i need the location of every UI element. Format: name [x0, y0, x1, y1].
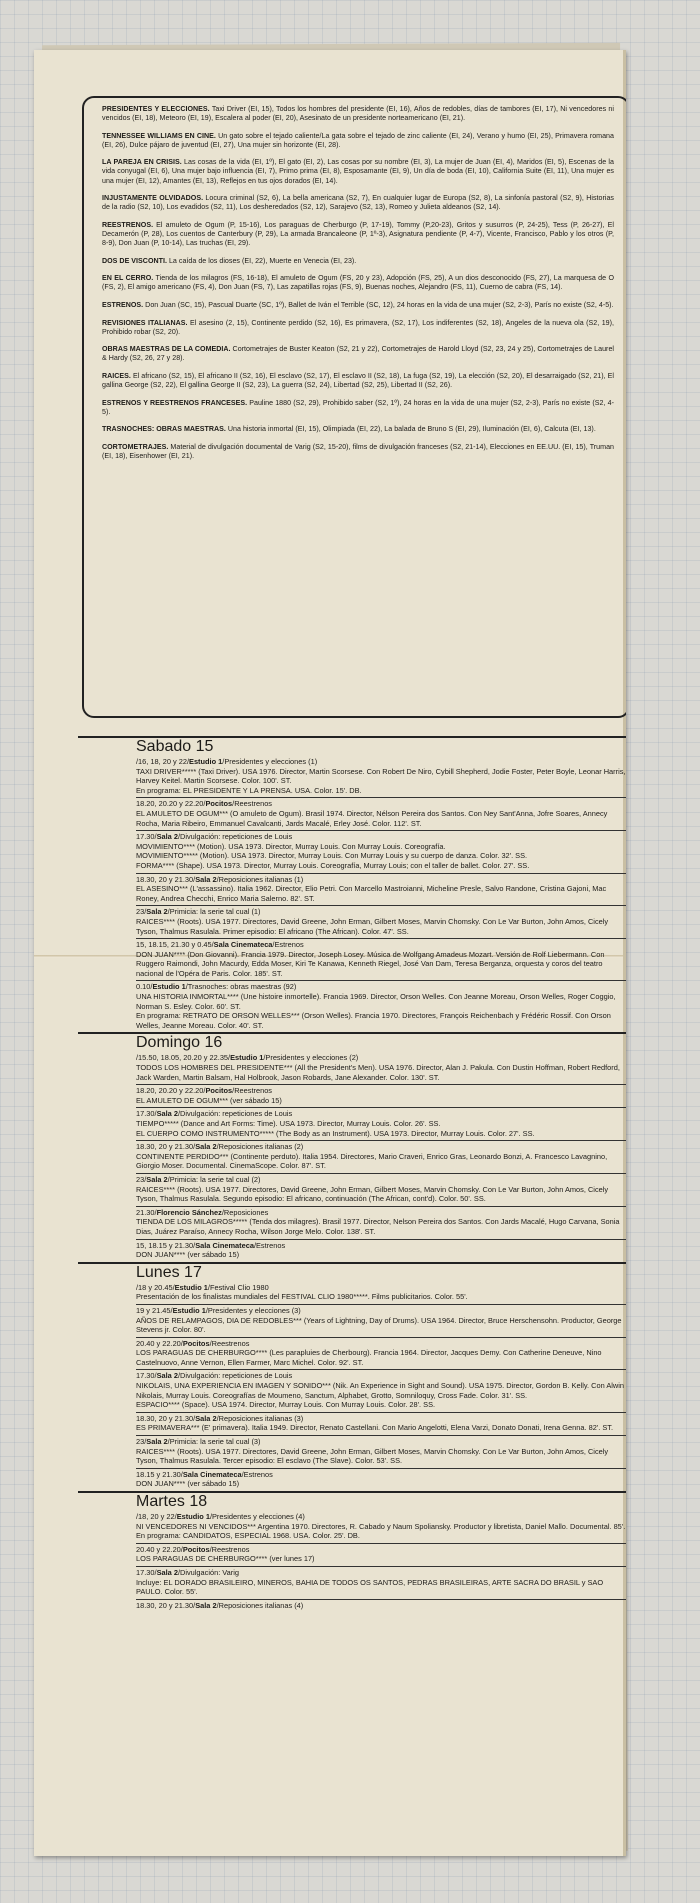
film-description: En programa: EL PRESIDENTE Y LA PRENSA. USA. Color. 15'. DB. [136, 785, 362, 795]
screening-header [136, 1283, 626, 1293]
screening-times: 23/ [136, 907, 147, 917]
screening-header [136, 1512, 626, 1522]
screening-header [136, 1109, 626, 1119]
screening-venue: Sala 2 [195, 1413, 217, 1423]
screening-entry [136, 1469, 626, 1491]
day-block [78, 1262, 626, 1491]
series-summary-box [82, 96, 626, 718]
screening-venue: Estudio 1 [230, 1053, 264, 1063]
screening-entry [136, 1141, 626, 1174]
screening-series: /Divulgación: Varig [177, 1567, 240, 1577]
series-paragraph [102, 399, 614, 417]
screening-times: /18, 20 y 22/ [136, 1512, 177, 1521]
screening-entry [136, 831, 626, 873]
film-description: En programa: RETRATO DE ORSON WELLES*** (Orson Welles). Francia 1970. Directores, François Reichenbach y Frédéric Rossif. Con Orson Welles, Jeanne Moreau. Color. 40'. ST. [136, 1011, 611, 1030]
film-description: TIENDA DE LOS MILAGROS***** (Tenda dos milagres). Brasil 1977. Director, Nelson Pereira dos Santos. Con Jards Macalé, Hugo Carvana, Sonia Dias, Juárez Paraíso, Annecy Rocha, Wilson Jorge Melo. Color. 138'. ST. [136, 1217, 620, 1236]
screening-header [136, 1142, 626, 1152]
screening-entry [136, 1305, 626, 1338]
film-description: LOS PARAGUAS DE CHERBURGO**** (Les parapluies de Cherbourg). Francia 1964. Director, Jacques Demy. Con Catherine Deneuve, Nino Castelnuovo, Anne Vernon, Ellen Farmer, Marc Michel. Color. 92'. ST. [136, 1348, 602, 1367]
screening-times: 18.30, 20 y 21.30/ [136, 1600, 196, 1610]
screening-times: 0.10/ [136, 982, 153, 992]
screening-venue: Sala Cinemateca [195, 1240, 254, 1250]
series-title: REESTRENOS. [102, 220, 154, 229]
screening-header [136, 982, 626, 992]
series-paragraph [102, 194, 614, 212]
screening-venue: Estudio 1 [172, 1305, 206, 1315]
series-text: Una historia inmortal (EI, 15), Olimpiada (EI, 22), La balada de Bruno S (EI, 29), Iluminación (EI, 6), Calcuta (EI, 13). [225, 425, 596, 434]
screening-header [136, 832, 626, 842]
screening-times: 18.30, 20 y 21.30/ [136, 1413, 196, 1423]
screening-times: 23/ [136, 1174, 147, 1184]
screening-series: /Estrenos [241, 1469, 273, 1479]
screening-venue: Sala 2 [156, 1109, 178, 1119]
day-block [78, 736, 626, 1032]
screening-times: 17.30/ [136, 1109, 157, 1119]
screening-venue: Estudio 1 [174, 1282, 208, 1292]
series-text: Tienda de los milagros (FS, 16-18), El amuleto de Ogum (FS, 20 y 23), Adopción (FS, 25), A un dios desconocido (FS, 27), La marquesa de O (FS, 2), El amigo americano (FS, 4), Don Juan (FS, 7), Las zapatillas rojas (FS, 9), Buenas noches, Alejandro (FS, 11), Cuerno de cabra (FS, 14). [102, 274, 614, 292]
screening-header [136, 907, 626, 917]
screening-entry [136, 1085, 626, 1108]
screening-venue: Sala Cinemateca [182, 1469, 242, 1479]
screening-header [136, 1241, 626, 1251]
screening-venue: Pocitos [182, 1544, 210, 1554]
screening-times: 18.30, 20 y 21.30/ [136, 874, 196, 884]
film-description: EL CUERPO COMO INSTRUMENTO***** (The Body as an Instrument). USA 1973. Director, Murray Louis. Color. 27'. SS. [136, 1128, 535, 1138]
series-paragraph [102, 372, 614, 390]
day-label: Sabado 15 [136, 738, 214, 755]
day-label: Martes 18 [136, 1493, 208, 1510]
series-paragraph [102, 319, 614, 337]
series-title: OBRAS MAESTRAS DE LA COMEDIA. [102, 345, 231, 354]
screening-series: /Estrenos [253, 1240, 286, 1250]
screening-entry [136, 1282, 626, 1305]
series-title: ESTRENOS Y REESTRENOS FRANCESES. [102, 398, 248, 407]
film-description: TIEMPO***** (Dance and Art Forms: Time). USA 1973. Director, Murray Louis. Color. 26'. SS. [136, 1119, 441, 1128]
screening-venue: Sala 2 [146, 1174, 168, 1184]
film-description: CONTINENTE PERDIDO*** (Continente perduto). Italia 1954. Directores, Mario Craveri, Enrico Gras, Leonardo Bonzi, A. Francesco Lavagnino, Giorgio Moser. Documental. CinemaScope. Color. 87'. ST. [136, 1151, 608, 1171]
screening-header [136, 1371, 626, 1381]
screening-header [136, 1437, 626, 1447]
screening-venue: Pocitos [182, 1338, 210, 1348]
screening-header [136, 1568, 626, 1578]
series-paragraph [102, 105, 614, 123]
series-paragraph [102, 301, 614, 310]
series-paragraph [102, 132, 614, 150]
screening-times: 15, 18.15 y 21.30/ [136, 1240, 196, 1250]
screening-times: 19 y 21.45/ [136, 1305, 173, 1315]
screening-entry [136, 1052, 626, 1085]
screening-entry [136, 939, 626, 981]
film-description: NI VENCEDORES NI VENCIDOS*** Argentina 1970. Directores, R. Cabado y Naum Spoliansky. Productor y libretista, Daniel Mallo. Documental. 85'. [136, 1521, 626, 1531]
film-description: AÑOS DE RELAMPAGOS, DIA DE REDOBLES*** (Years of Lightning, Day of Drums). USA 1964. Director, Bruce Herschensohn. Productor, George Stevens jr. Color. 80'. [136, 1315, 622, 1335]
series-paragraph [102, 274, 614, 292]
screening-entry [136, 1600, 626, 1613]
screening-venue: Sala 2 [156, 1371, 178, 1381]
screening-series: /Reestrenos [209, 1338, 250, 1348]
film-description: TAXI DRIVER***** (Taxi Driver). USA 1976. Director, Martin Scorsese. Con Robert De Niro, Cybill Shepherd, Jodie Foster, Peter Boyle, Leonar Harris, Harvey Keitel. Martin Scorsese. Color. 100'. ST. [136, 766, 626, 786]
series-text: Las cosas de la vida (EI, 1º), El gato (EI, 2), Las cosas por su nombre (EI, 3), La mujer de Juan (EI, 4), Maridos (EI, 5), Escenas de la vida conyugal (EI, 6), Una mujer bajo influencia (EI, 7), Primo prima (EI, 8), Esposamante (EI, 9), Un día de boda (EI, 10), California Suite (EI, 11), Una mujer es una mujer (EI, 12), Amantes (EI, 13), Reflejos en tus ojos dorados (EI, 14). [102, 158, 614, 185]
series-title: CORTOMETRAJES. [102, 442, 169, 451]
screening-header [136, 1208, 626, 1218]
series-text: Don Juan (SC, 15), Pascual Duarte (SC, 1º), Ballet de Iván el Terrible (SC, 12), 24 horas en la vida de una mujer (S2, 2-3), París no existe (S2, 4-5). [143, 300, 614, 309]
film-description: EL ASESINO*** (L'assassino). Italia 1962. Director, Elio Petri. Con Marcello Mastroianni, Micheline Presle, Salvo Randone, Cristina Gajoni, Mac Roney, Andrea Checchi, Enrico Maria Salerno. 82'. ST. [136, 884, 607, 903]
film-description: Incluye: EL DORADO BRASILEIRO, MINEROS, BAHIA DE TODOS OS SANTOS, PEDRAS BRASILEIRAS, ARTE SACRA DO BRASIL y SAO PAULO. Color. 55'. [136, 1577, 604, 1597]
screening-entry [136, 1108, 626, 1141]
film-description: RAICES**** (Roots). USA 1977. Directores, David Greene, John Erman, Gilbert Moses, Marvin Chomsky. Con Le Var Burton, John Amos, Cicely Tyson, Thalmus Rasulala. Segundo episodio: El africano, continuación (The African, cont'd). Color. 50'. SS. [136, 1184, 609, 1204]
screening-header [136, 757, 626, 767]
screening-series: /Primicia: la serie tal cual (3) [167, 1437, 261, 1447]
film-description: ESPACIO**** (Space). USA 1974. Director, Murray Louis. Con Murray Louis. Color. 28'. SS. [136, 1400, 436, 1410]
series-title: ESTRENOS. [102, 300, 144, 309]
series-paragraph [102, 257, 614, 266]
day-block [78, 1491, 626, 1612]
screening-entry [136, 1544, 626, 1567]
screening-times: /16, 18, 20 y 22/ [136, 757, 190, 766]
screening-times: 18.15 y 21.30/ [136, 1469, 183, 1479]
screening-venue: Estudio 1 [189, 757, 223, 766]
series-paragraph [102, 221, 614, 248]
screening-entry [136, 874, 626, 907]
screening-series: /Reestrenos [209, 1544, 250, 1554]
screening-series: /Reestrenos [232, 1086, 273, 1096]
screening-times: 18.30, 20 y 21.30/ [136, 1142, 196, 1152]
screening-entry [136, 1370, 626, 1412]
screening-entry [136, 1338, 626, 1371]
screening-venue: Sala 2 [156, 832, 178, 842]
screening-venue: Sala 2 [195, 1600, 217, 1610]
screening-header [136, 799, 626, 809]
series-title: LA PAREJA EN CRISIS. [102, 158, 182, 167]
screening-series: /Trasnoches: obras maestras (92) [185, 982, 297, 992]
screening-header [136, 1306, 626, 1316]
series-title: INJUSTAMENTE OLVIDADOS. [102, 194, 204, 203]
series-title: REVISIONES ITALIANAS. [102, 318, 188, 327]
screening-venue: Sala 2 [146, 1437, 168, 1447]
day-label: Domingo 16 [136, 1034, 223, 1052]
screening-header [136, 1086, 626, 1096]
film-description: Presentación de los finalistas mundiales del FESTIVAL CLIO 1980*****. Films publicitarios. Color. 55'. [136, 1292, 468, 1302]
film-description: DON JUAN**** (ver sábado 15) [136, 1250, 240, 1260]
series-paragraph [102, 158, 614, 185]
film-description: MOVIMIENTO**** (Motion). USA 1973. Director, Murray Louis. Con Murray Louis. Coreografía. [136, 841, 446, 851]
series-title: TRASNOCHES: OBRAS MAESTRAS. [102, 425, 226, 434]
screening-header [136, 875, 626, 885]
screening-venue: Sala 2 [146, 907, 168, 917]
series-text: Pauline 1880 (S2, 29), Prohibido saber (S2, 1º), 24 horas en la vida de una mujer (S2, 2-3), París no existe (S2, 4-5). [102, 398, 614, 416]
film-description: UNA HISTORIA INMORTAL**** (Une histoire inmortelle). Francia 1969. Director, Orson Welles. Con Jeanne Moreau, Orson Welles, Roger Coggio, Norman S. Esley. Color. 60'. ST. [136, 992, 616, 1011]
series-title: DOS DE VISCONTI. [102, 256, 167, 265]
series-text: Cortometrajes de Buster Keaton (S2, 21 y 22), Cortometrajes de Harold Lloyd (S2, 23, 24 y 25), Cortometrajes de Laurel & Hardy (S2, 26, 27 y 28). [102, 345, 615, 363]
screening-times: 23/ [136, 1437, 147, 1447]
screening-times: /15.50, 18.05, 20.20 y 22.35/ [136, 1053, 231, 1063]
screening-series: /Presidentes y elecciones (1) [222, 757, 318, 766]
film-description: FORMA**** (Shape). USA 1973. Director, Murray Louis. Coreografía, Murray Louis; con el taller de ballet. Color. 27'. SS. [136, 860, 530, 870]
day-label: Lunes 17 [136, 1263, 202, 1281]
film-description: En programa: CANDIDATOS, ESPECIAL 1968. USA. Color. 25'. DB. [136, 1531, 360, 1541]
screening-venue: Sala Cinemateca [213, 940, 273, 950]
series-text: La caída de los dioses (EI, 22), Muerte en Venecia (EI, 23). [166, 256, 357, 265]
screening-entry [136, 756, 626, 798]
screening-venue: Estudio 1 [176, 1512, 210, 1521]
screening-times: 15, 18.15, 21.30 y 0.45/ [136, 940, 214, 950]
series-text: Material de divulgación documental de Varig (S2, 15-20), films de divulgación franceses (S2, 21-14), Elecciones en EE.UU. (EI, 15), Truman (EI, 18), Eisenhower (EI, 21). [102, 442, 614, 460]
screening-series: /Divulgación: repeticiones de Louis [177, 1371, 293, 1381]
film-description: TODOS LOS HOMBRES DEL PRESIDENTE*** (All the President's Men). USA 1976. Director, Alan J. Pakula. Con Dustin Hoffman, Robert Redford, Jack Warden, Martin Balsam, Hal Holbrook, Jason Robards, Jane Alexander. Color. 130'. ST. [136, 1063, 620, 1082]
screening-times: 21.30/ [136, 1207, 157, 1217]
series-title: TENNESSEE WILLIAMS EN CINE. [102, 131, 216, 140]
screening-times: 20.40 y 22.20/ [136, 1338, 183, 1348]
screening-series: /Estrenos [272, 940, 304, 950]
screening-entry [136, 1240, 626, 1262]
screening-entry [136, 1207, 626, 1240]
screening-times: 17.30/ [136, 1371, 157, 1381]
day-block [78, 1032, 626, 1261]
series-title: EN EL CERRO. [102, 274, 154, 283]
screening-series: /Reposiciones italianas (2) [216, 1142, 304, 1152]
screening-series: /Reposiciones [221, 1207, 269, 1217]
screening-entry [136, 1511, 626, 1544]
screening-entry [136, 1436, 626, 1469]
screening-entry [136, 1567, 626, 1600]
screening-series: /Reestrenos [232, 799, 273, 809]
screening-times: 17.30/ [136, 1567, 157, 1577]
screening-venue: Pocitos [205, 1086, 233, 1096]
series-text: Un gato sobre el tejado caliente/La gata sobre el tejado de zinc caliente (EI, 24), Verano y humo (EI, 25), Primavera romana (EI, 26), Dulce pájaro de juventud (EI, 27), Una mujer sin horizonte (EI, 28). [102, 131, 614, 149]
screening-series: /Reposiciones italianas (4) [216, 1600, 304, 1610]
series-paragraph [102, 425, 614, 434]
screening-entry [136, 798, 626, 831]
film-description: RAICES**** (Roots). USA 1977. Directores, David Greene, John Erman, Gilbert Moses, Marvin Chomsky. Con Le Var Burton, John Amos, Cicely Tyson, Thalmus Rasulala. Tercer episodio: El esclavo (The Slave). Color. 53'. SS. [136, 1446, 609, 1466]
screening-series: /Reposiciones italianas (1) [216, 874, 304, 884]
screening-times: 18.20, 20.20 y 22.20/ [136, 1086, 206, 1096]
screening-times: 17.30/ [136, 832, 157, 842]
screening-venue: Pocitos [205, 799, 233, 809]
film-description: LOS PARAGUAS DE CHERBURGO**** (ver lunes 17) [136, 1554, 315, 1564]
series-paragraph [102, 345, 614, 363]
screening-series: /Presidentes y elecciones (3) [205, 1305, 301, 1315]
series-title: RAICES. [102, 371, 131, 380]
series-text: Taxi Driver (EI, 15), Todos los hombres del presidente (EI, 16), Años de redobles, días de tambores (EI, 17), Ni vencedores ni vencidos (EI, 18), Meteoro (EI, 19), Escalera al poder (EI, 20), Asesinato de un presidente norteamericano (EI, 21). [102, 105, 614, 123]
series-title: PRESIDENTES Y ELECCIONES. [102, 105, 210, 113]
film-description: MOVIMIENTO***** (Motion). USA 1973. Director, Murray Louis. Con Murray Louis y su cuerpo de danza. Color. 32'. SS. [136, 851, 528, 861]
screening-times: 20.40 y 22.20/ [136, 1544, 183, 1554]
program-page [34, 50, 626, 1856]
screening-series: /Divulgación: repeticiones de Louis [177, 832, 293, 842]
film-description: DON JUAN**** (ver sábado 15) [136, 1479, 240, 1489]
screening-venue: Sala 2 [195, 1142, 217, 1152]
screening-venue: Sala 2 [195, 874, 217, 884]
film-description: ES PRIMAVERA*** (E' primavera). Italia 1949. Director, Renato Castellani. Con Mario Angelotti, Elena Varzi, Donato Donati, Irena Genna. 82'. ST. [136, 1423, 614, 1433]
series-text: El africano (S2, 15), El africano II (S2, 16), El esclavo (S2, 17), El esclavo II (S2, 18), La fuga (S2, 19), La elección (S2, 20), El desarraigado (S2, 21), El gallina George (S2, 22), El gallina George II (S2, 23), La guerra (S2, 24), Libertad (S2, 25), Libertad II (S2, 26). [102, 371, 614, 389]
screening-times: 18.20, 20.20 y 22.20/ [136, 799, 206, 809]
film-description: RAICES**** (Roots). USA 1977. Directores, David Greene, John Erman, Gilbert Moses, Marvin Chomsky. Con Le Var Burton, John Amos, Cicely Tyson, Thalmus Rasulala. Primer episodio: El africano (The African). Color. 47'. SS. [136, 916, 609, 936]
screening-header [136, 1545, 626, 1555]
screening-entry [136, 981, 626, 1032]
series-paragraph [102, 443, 614, 461]
series-text: Locura criminal (S2, 6), La bella americana (S2, 7), En cualquier lugar de Europa (S2, 8), La sinfonía pastoral (S2, 9), Historias de la radio (S2, 10), Los evadidos (S2, 11), Los desheredados (S2, 12), Sarajevo (S2, 13), Romeo y Julieta aldeanos (S2, 14). [102, 194, 615, 212]
screening-entry [136, 906, 626, 939]
screening-entry [136, 1413, 626, 1436]
series-text: El amuleto de Ogum (P, 15-16), Los paraguas de Cherburgo (P, 17-19), Tommy (P,20-23), Gritos y susurros (P, 24-25), Tess (P, 26-27), El Decamerón (P, 28), Los cuentos de Canterbury (P, 29), La armada Brancaleone (P, 1º-3), Asignatura pendiente (P, 4-7), Vicente, Francisco, Pablo y los otros (P, 8-9), Don Juan (P, 10-14), Las truchas (EI, 29). [102, 220, 614, 248]
screening-header [136, 1601, 626, 1611]
screening-venue: Estudio 1 [152, 982, 186, 992]
screening-series: /Primicia: la serie tal cual (1) [167, 907, 261, 917]
series-text: El asesino (2, 15), Continente perdido (S2, 16), Es primavera, (S2, 17), Los indiferentes (S2, 18), Angeles de la nueva ola (S2, 19), Prohibido robar (S2, 20). [102, 318, 615, 336]
screening-header [136, 1053, 626, 1063]
film-description: EL AMULETO DE OGUM*** (O amuleto de Ogum). Brasil 1974. Director, Nélson Pereira dos Santos. Con Ney Sant'Anna, Jofre Soares, Annecy Rocha, Maria Ribeiro, Emmanuel Cavalcanti, Jards Macalé, Erley José. Color. 112'. ST. [136, 808, 608, 828]
film-description: NIKOLAIS, UNA EXPERIENCIA EN IMAGEN Y SONIDO*** (Nik. An Experience in Sight and Sound). USA 1975. Director, Gordon B. Kelly. Con Alwin Nikolais, Murray Louis. Coreografías de Moumeno, Sanctum, Alphabet, Grotto, Somniloquy, Cross Fade. Color. 31'. SS. [136, 1381, 624, 1400]
screening-header [136, 1414, 626, 1424]
screening-entry [136, 1174, 626, 1207]
screening-series: /Festival Clio 1980 [207, 1282, 269, 1292]
screening-series: /Presidentes y elecciones (4) [209, 1512, 305, 1521]
screening-header [136, 940, 626, 950]
screening-series: /Reposiciones italianas (3) [216, 1413, 304, 1423]
film-description: EL AMULETO DE OGUM*** (ver sábado 15) [136, 1095, 282, 1105]
daily-schedule [78, 736, 626, 1612]
screening-series: /Divulgación: repeticiones de Louis [177, 1109, 293, 1119]
film-description: DON JUAN**** (Don Giovanni). Francia 1979. Director, Joseph Losey. Música de Wolfgang Amadeus Mozart. Versión de Rolf Liebermann. Con Ruggero Raimondi, John Macurdy, Edda Moser, Kiri Te Kanawa, Kenneth Riegel, José Van Dam, Teresa Berganza, orquesta y coros del teatro nacional de l'Opéra de Paris. Color. 185'. ST. [136, 949, 605, 978]
screening-header [136, 1175, 626, 1185]
screening-venue: Sala 2 [156, 1567, 178, 1577]
screening-header [136, 1470, 626, 1480]
screening-header [136, 1339, 626, 1349]
screening-series: /Primicia: la serie tal cual (2) [167, 1174, 261, 1184]
screening-venue: Florencio Sánchez [156, 1207, 222, 1217]
screening-times: /18 y 20.45/ [136, 1282, 175, 1292]
screening-series: /Presidentes y elecciones (2) [263, 1053, 359, 1063]
